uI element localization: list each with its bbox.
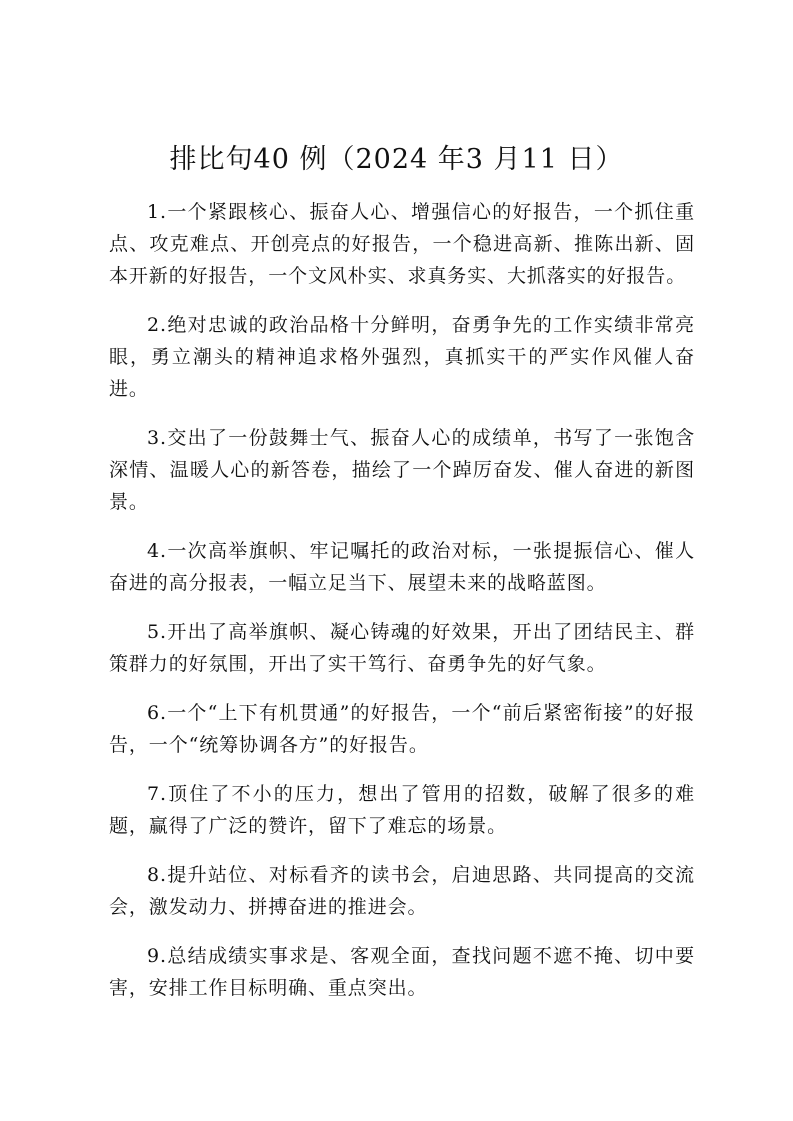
- paragraph-8: 8.提升站位、对标看齐的读书会，启迪思路、共同提高的交流会，激发动力、拼搏奋进的推进会。: [109, 864, 695, 918]
- paragraph-2: 2.绝对忠诚的政治品格十分鲜明，奋勇争先的工作实绩非常亮眼，勇立潮头的精神追求格外强烈，真抓实干的严实作风催人奋进。: [109, 314, 695, 400]
- document-title: 排比句40 例（2024 年3 月11 日）: [169, 144, 624, 175]
- paragraph-5: 5.开出了高举旗帜、凝心铸魂的好效果，开出了团结民主、群策群力的好氛围，开出了实干笃行、奋勇争先的好气象。: [109, 621, 695, 675]
- paragraph-7: 7.顶住了不小的压力，想出了管用的招数，破解了很多的难题，赢得了广泛的赞许，留下了难忘的场景。: [109, 783, 695, 837]
- paragraph-1: 1.一个紧跟核心、振奋人心、增强信心的好报告，一个抓住重点、攻克难点、开创亮点的好报告，一个稳进高新、推陈出新、固本开新的好报告，一个文风朴实、求真务实、大抓落实的好报告。: [109, 201, 695, 287]
- paragraph-9: 9.总结成绩实事求是、客观全面，查找问题不遮不掩、切中要害，安排工作目标明确、重点突出。: [109, 945, 695, 999]
- paragraph-3: 3.交出了一份鼓舞士气、振奋人心的成绩单，书写了一张饱含深情、温暖人心的新答卷，描绘了一个踔厉奋发、催人奋进的新图景。: [109, 427, 695, 513]
- paragraph-6: 6.一个“上下有机贯通”的好报告，一个“前后紧密衔接”的好报告，一个“统筹协调各方”的好报告。: [109, 702, 695, 756]
- paragraph-4: 4.一次高举旗帜、牢记嘱托的政治对标，一张提振信心、催人奋进的高分报表，一幅立足当下、展望未来的战略蓝图。: [109, 540, 695, 594]
- document-body: [109, 196, 695, 1021]
